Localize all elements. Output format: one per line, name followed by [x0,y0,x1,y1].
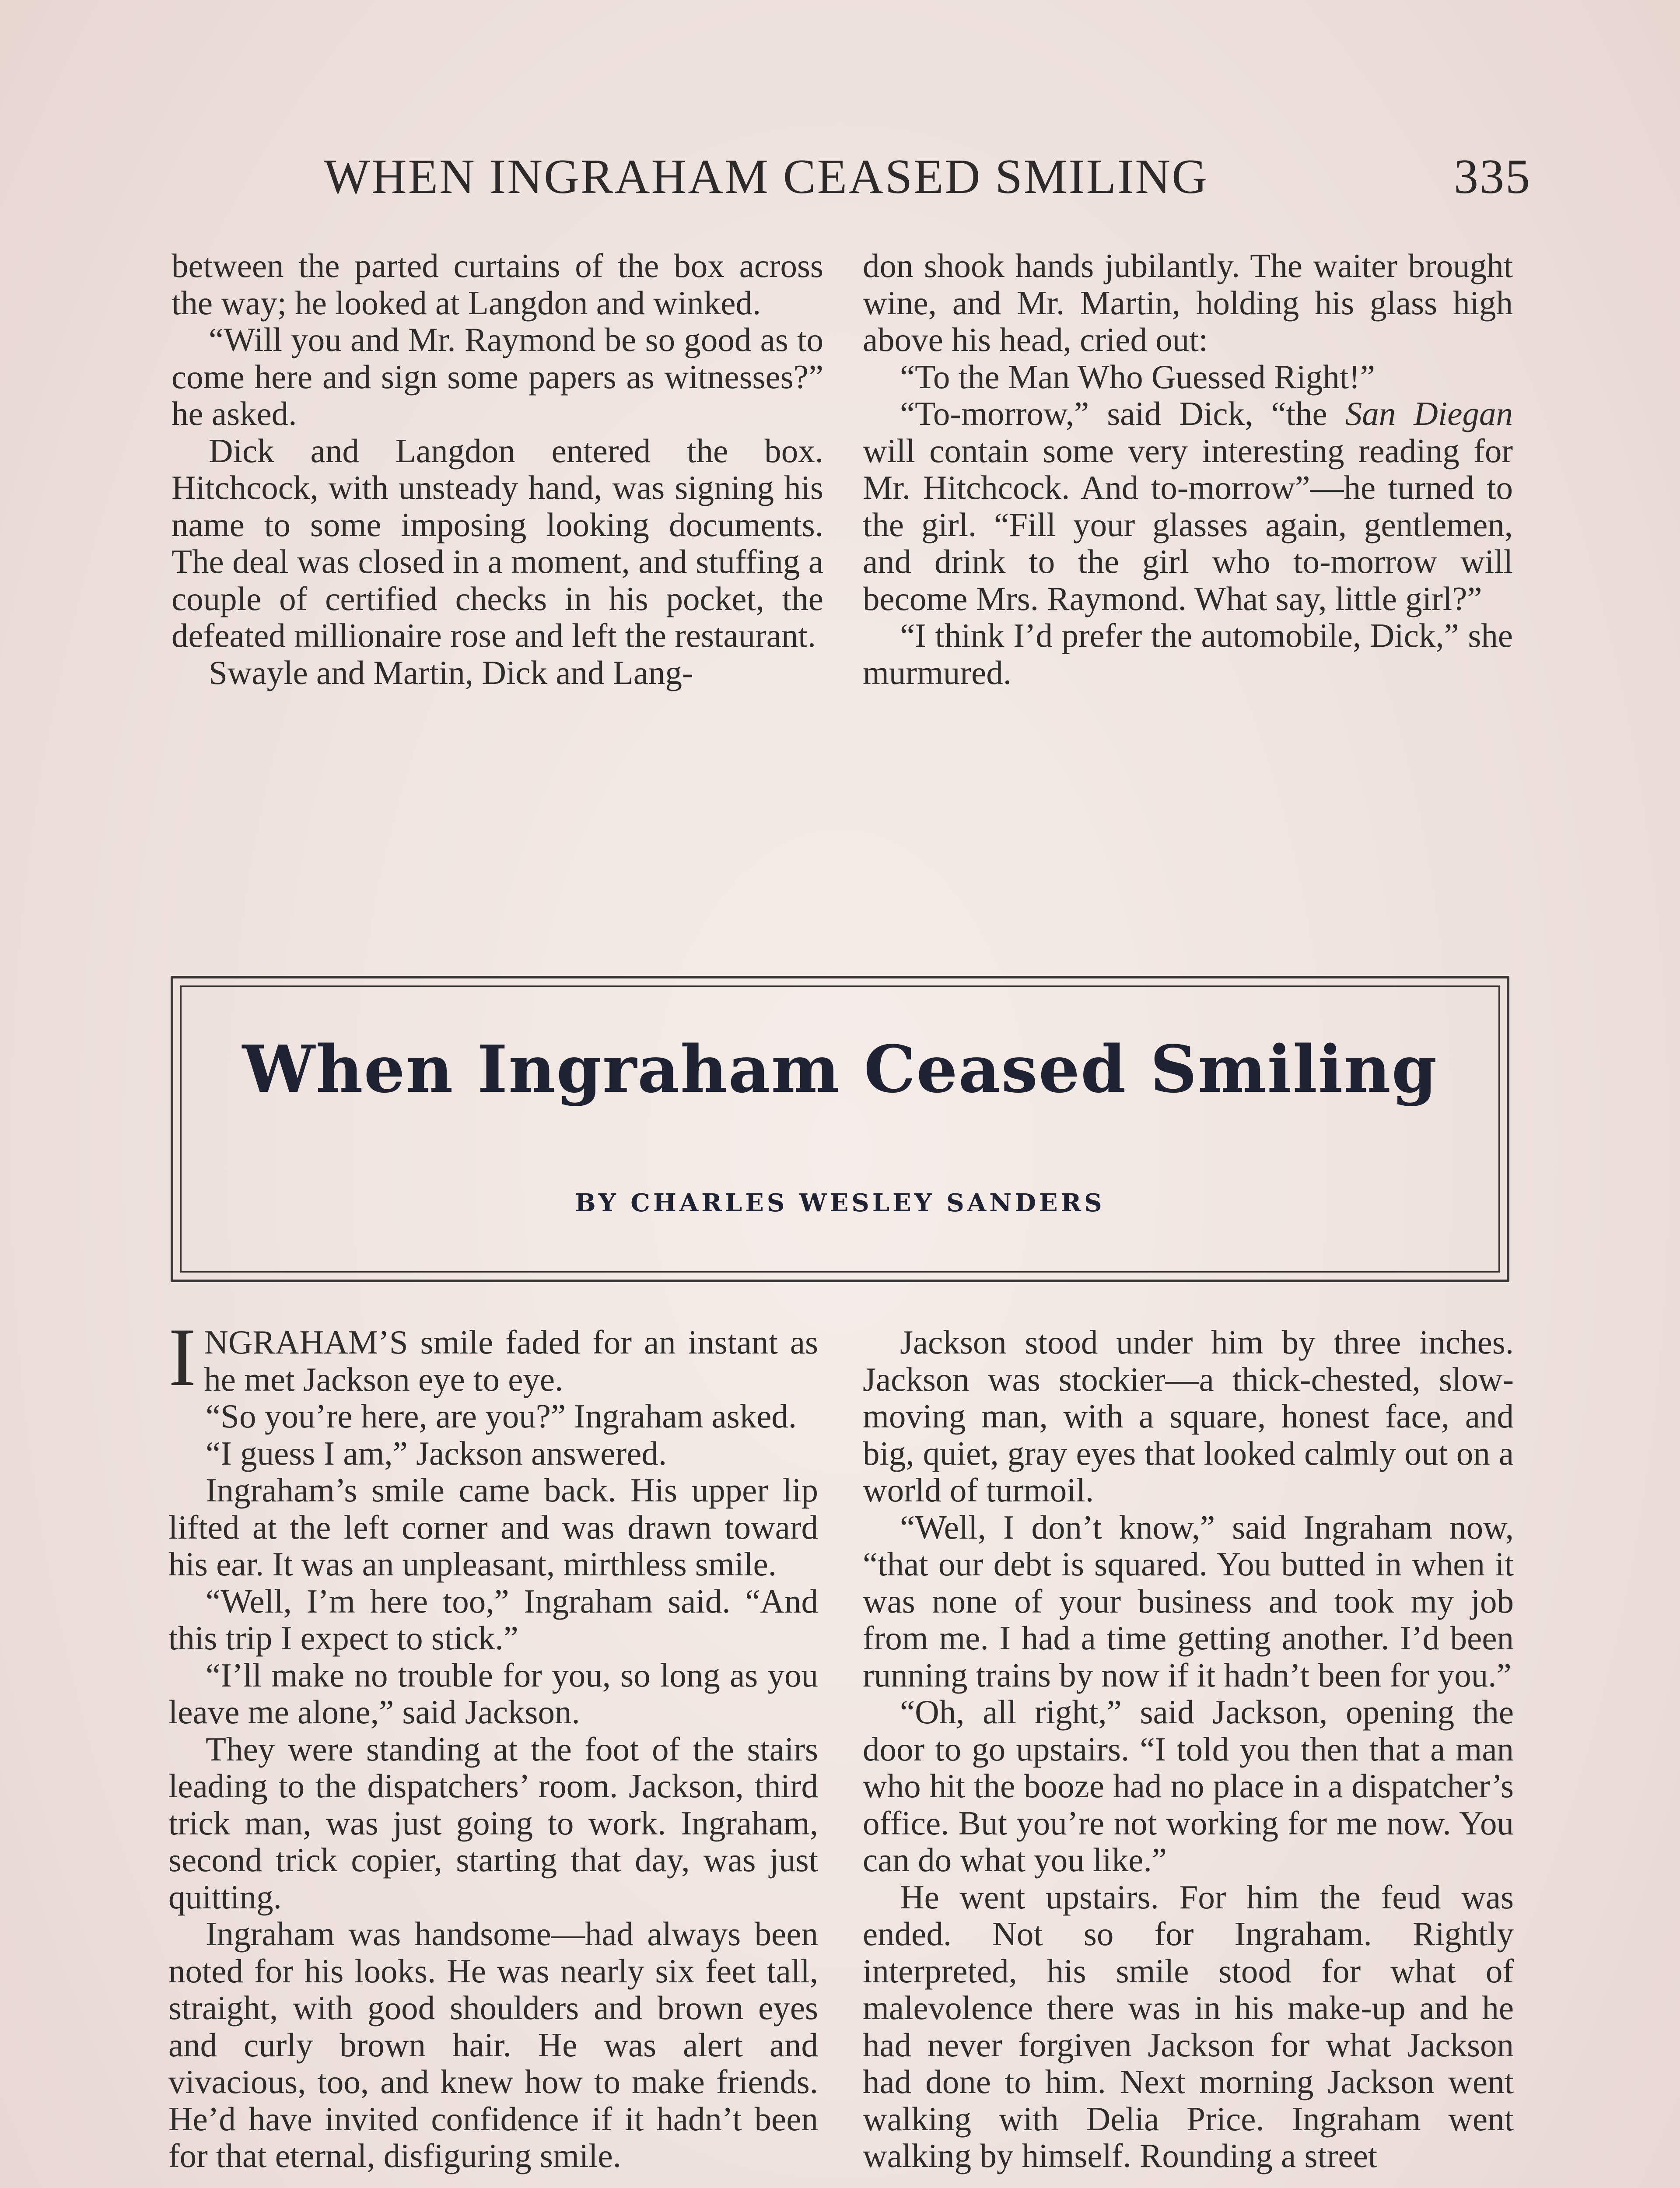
byline: BY CHARLES WESLEY SANDERS [575,1189,1105,1217]
paragraph: “Will you and Mr. Raymond be so good as to come here and sign some papers as witnesses?” he asked. [172,321,823,432]
previous-story-right-column [863,247,1513,691]
paragraph: “Well, I’m here too,” Ingraham said. “And this trip I expect to stick.” [168,1582,818,1657]
paragraph: “Oh, all right,” said Jackson, opening the door to go upstairs. “I told you then that a man who hit the booze had no place in a dispatcher’s office. But you’re not working for me now. You can do what you like.” [863,1693,1514,1879]
title-box-inner-rule [180,985,1500,1273]
story-title: When Ingraham Ceased Smiling [242,1031,1438,1107]
paragraph: “So you’re here, are you?” Ingraham asked. [206,1397,797,1435]
paragraph: He went upstairs. For him the feud was ended. Not so for Ingraham. Rightly interpreted, his smile stood for what of malevolence there was in his make-up and he had never forgiven Jackson for what Jackson had done to him. Next morning Jackson went walking with Delia Price. Ingraham went walking by himself. Rounding a street [863,1878,1514,2174]
story-left-column [168,1311,818,2174]
paragraph: Jackson stood under him by three inches. Jackson was stockier—a thick-chested, slow-moving man, with a square, honest face, and big, quiet, gray eyes that looked calmly out on a world of turmoil. [863,1323,1514,1509]
opening-paragraph [168,1311,818,1403]
story-right-column [863,1324,1514,2174]
paragraph: “To the Man Who Guessed Right!” [900,358,1375,396]
newspaper-name: San Diegan [1345,395,1513,432]
paragraph: Swayle and Martin, Dick and Lang- [209,653,693,691]
paragraph: “I think I’d prefer the automobile, Dick,” she murmured. [863,617,1513,691]
paragraph-text: NGRAHAM’S smile faded for an instant as he met Jackson eye to eye. [204,1323,818,1398]
paragraph-text: will contain some very interesting reading for Mr. Hitchcock. And to-morrow”—he turned to the girl. “Fill your glasses again, gentlemen, and drink to the girl who to-morrow will become Mrs. Raymond. What say, little girl?” [863,431,1513,617]
paragraph: Dick and Langdon entered the box. Hitchcock, with unsteady hand, was signing his name to some imposing looking documents. The deal was closed in a moment, and stuffing a couple of certified checks in his pocket, the defeated millionaire rose and left the restaurant. [172,431,823,654]
drop-cap: I [168,1311,196,1403]
paragraph: Ingraham was handsome—had always been noted for his looks. He was nearly six feet tall, straight, with good shoulders and brown eyes and curly brown hair. He was alert and vivacious, too, and knew how to make friends. He’d have invited confidence if it hadn’t been for that eternal, disfiguring smile. [168,1915,818,2174]
paragraph-text: “To-morrow,” said Dick, “the [900,395,1345,432]
paragraph: between the parted curtains of the box across the way; he looked at Langdon and winked. [172,247,823,322]
paragraph: “Well, I don’t know,” said Ingraham now, “that our debt is squared. You butted in when it was none of your business and took my job from me. I had a time getting another. I’d been running trains by now if it hadn’t been for you.” [863,1508,1514,1694]
paragraph [863,395,1513,617]
running-head-title: WHEN INGRAHAM CEASED SMILING [324,150,1209,204]
paragraph: “I guess I am,” Jackson answered. [206,1434,667,1472]
paragraph: don shook hands jubilantly. The waiter brought wine, and Mr. Martin, holding his glass high above his head, cried out: [863,247,1513,358]
running-head [324,149,1531,214]
previous-story-left-column [172,247,823,691]
story-title-box [171,976,1509,1282]
page-number: 335 [1454,150,1531,204]
paragraph: They were standing at the foot of the stairs leading to the dispatchers’ room. Jackson, third trick man, was just going to work. Ingraham, second trick copier, starting that day, was just quitting. [168,1730,818,1916]
paragraph: “I’ll make no trouble for you, so long as you leave me alone,” said Jackson. [168,1656,818,1731]
paragraph: Ingraham’s smile came back. His upper lip lifted at the left corner and was drawn toward his ear. It was an unpleasant, mirthless smile. [168,1471,818,1583]
